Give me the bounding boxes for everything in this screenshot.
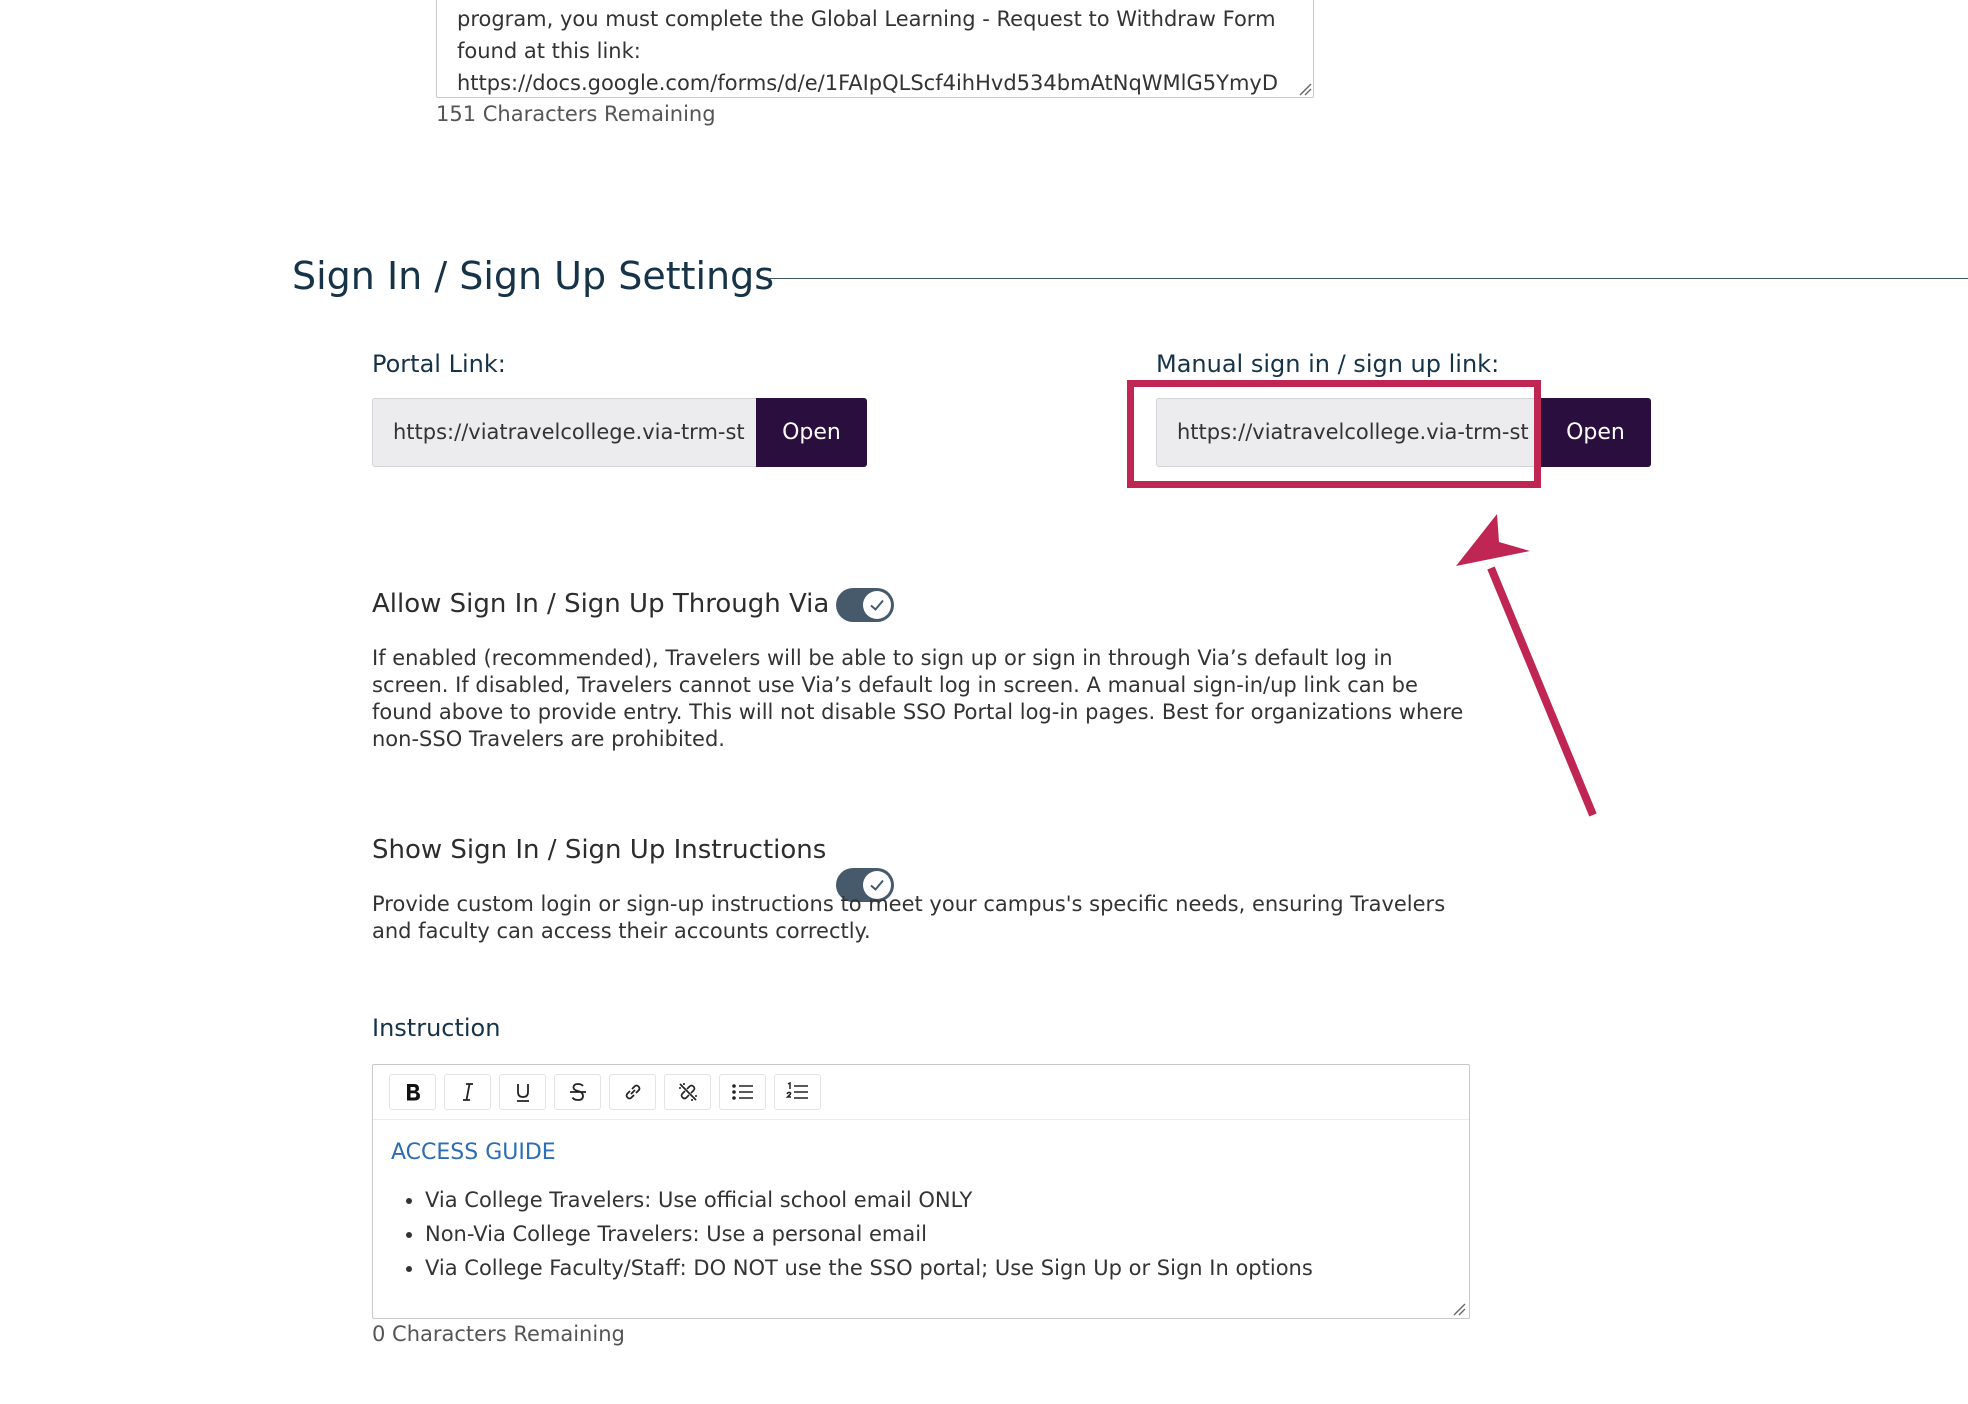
show-instructions-label: Show Sign In / Sign Up Instructions [372,835,827,865]
instruction-label: Instruction [372,1014,501,1042]
section-divider [768,278,1968,279]
manual-link-input[interactable]: https://viatravelcollege.via-trm-st [1156,398,1540,467]
list-item: • Via College Travelers: Use official school email ONLY [425,1183,1451,1217]
bold-icon[interactable] [389,1074,436,1110]
portal-link-label: Portal Link: [372,350,506,378]
resize-handle-icon[interactable] [1452,1302,1466,1316]
editor-toolbar [373,1065,1469,1120]
instruction-chars-remaining: 0 Characters Remaining [372,1322,625,1346]
unlink-icon[interactable] [664,1074,711,1110]
textarea-line: found at this link: [457,39,641,63]
withdraw-message-textarea[interactable] [436,0,1314,98]
list-item: • Non-Via College Travelers: Use a personal email [425,1217,1451,1251]
italic-icon[interactable] [444,1074,491,1110]
show-instructions-description: Provide custom login or sign-up instructions to meet your campus's specific needs, ensuring Travelers and faculty can access their accounts correctly. [372,892,1446,943]
portal-link-open-button[interactable]: Open [756,398,867,467]
resize-handle-icon[interactable] [1298,82,1312,96]
bulleted-list-icon[interactable] [719,1074,766,1110]
instruction-editor[interactable] [372,1064,1470,1319]
underline-icon[interactable] [499,1074,546,1110]
section-title: Sign In / Sign Up Settings [292,254,775,298]
manual-link-label: Manual sign in / sign up link: [1156,350,1500,378]
strikethrough-icon[interactable] [554,1074,601,1110]
portal-link-input[interactable]: https://viatravelcollege.via-trm-st [372,398,756,467]
check-icon [863,591,891,619]
annotation-highlight-box [1127,380,1541,488]
numbered-list-icon[interactable] [774,1074,821,1110]
editor-content[interactable] [373,1120,1469,1305]
access-guide-heading: ACCESS GUIDE [391,1140,556,1165]
withdraw-chars-remaining: 151 Characters Remaining [436,102,716,126]
allow-signin-description: If enabled (recommended), Travelers will be able to sign up or sign in through Via’s default log in screen. If disabled, Travelers cannot use Via’s default log in screen. A manual sign-in/up link can be found above to provide entry. This will not disable SSO Portal log-in pages. Best for organizations where non-SSO Travelers are prohibited. [372,646,1464,751]
manual-link-open-button[interactable]: Open [1540,398,1651,467]
list-item: • Via College Faculty/Staff: DO NOT use the SSO portal; Use Sign Up or Sign In options [425,1251,1451,1285]
allow-signin-label: Allow Sign In / Sign Up Through Via [372,589,830,619]
textarea-line: program, you must complete the Global Learning - Request to Withdraw Form [457,7,1276,31]
portal-link-group [372,398,867,467]
textarea-line: https://docs.google.com/forms/d/e/1FAIpQLScf4ihHvd534bmAtNqWMlG5YmyD [457,71,1279,95]
access-guide-list [391,1183,1451,1285]
allow-signin-toggle[interactable] [836,588,894,622]
link-icon[interactable] [609,1074,656,1110]
